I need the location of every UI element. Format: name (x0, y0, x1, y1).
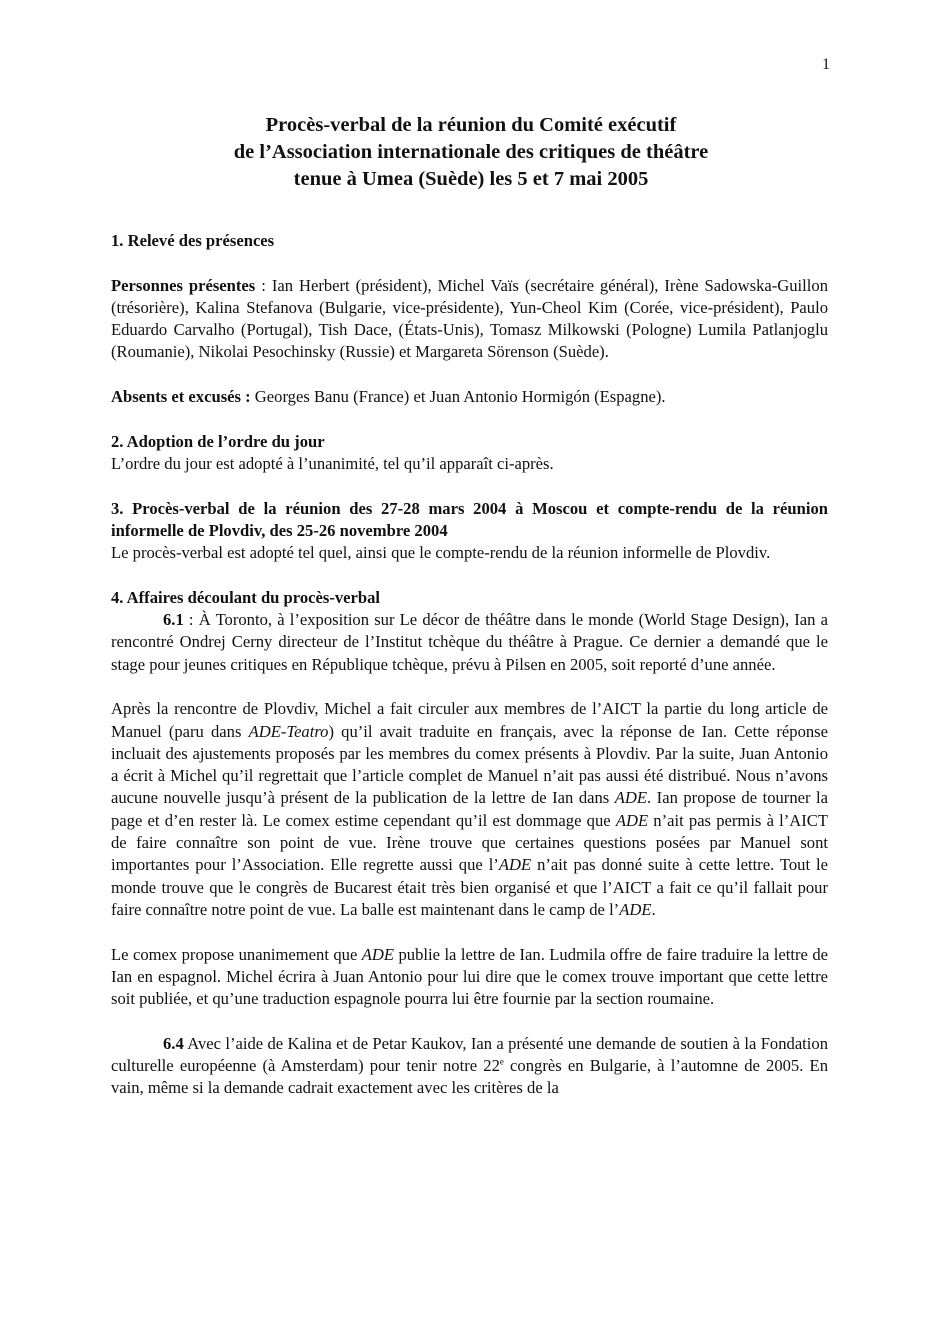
attendees-paragraph (111, 275, 828, 364)
absentees-paragraph (111, 386, 828, 408)
plovdiv-paragraph (111, 698, 828, 921)
item-6-1-paragraph (111, 609, 828, 676)
attendees-text: : Ian Herbert (président), Michel Vaïs (secrétaire général), Irène Sadowska-Guillon (trésorière), Kalina Stefanova (Bulgarie, vice-présidente), Yun-Cheol Kim (Corée, vice-président), Paulo Eduardo Carvalho (Portugal), Tish Dace, (États-Unis), Tomasz Milkowski (Pologne) Lumila Patlanjoglu (Roumanie), Nikolai Pesochinsky (Russie) et Margareta Sörenson (Suède). (111, 275, 828, 362)
title-line-3: tenue à Umea (Suède) les 5 et 7 mai 2005 (293, 168, 649, 190)
comex-paragraph (111, 944, 828, 1011)
ade-ref: ADE (615, 810, 649, 830)
title-line-1: Procès-verbal de la réunion du Comité exécutif (265, 114, 677, 136)
plovdiv-text-c: . Ian propose de tourner la page et d’en rester là. Le comex estime cependant qu’il est dommage que (111, 788, 828, 830)
section-3-text: Le procès-verbal est adopté tel quel, ainsi que le compte-rendu de la réunion informelle de Plovdiv. (111, 543, 771, 563)
section-3-heading: 3. Procès-verbal de la réunion des 27-28 mars 2004 à Moscou et compte-rendu de la réunion informelle de Plovdiv, des 25-26 novembre 2004 (111, 498, 828, 540)
item-6-1-text: : À Toronto, à l’exposition sur Le décor de théâtre dans le monde (World Stage Design), Ian a rencontré Ondrej Cerny directeur de l’Institut tchèque du théâtre à Prague. Ce dernier a demandé que le stage pour jeunes critiques en République tchèque, prévu à Pilsen en 2005, soit reporté d’une année. (111, 610, 828, 674)
item-6-1-label: 6.1 (163, 610, 184, 630)
ordinal-superscript: e (499, 1056, 504, 1067)
ade-ref: ADE (614, 788, 648, 808)
document-title (111, 112, 831, 193)
ade-ref: ADE (498, 855, 532, 875)
section-4-heading: 4. Affaires découlant du procès-verbal (111, 587, 381, 607)
title-line-2: de l’Association internationale des critiques de théâtre (233, 141, 709, 163)
ade-ref: ADE (361, 944, 395, 964)
comex-text-b: publie la lettre de Ian. Ludmila offre de faire traduire la lettre de Ian en espagnol. Michel écrira à Juan Antonio pour lui dire que le comex trouve important que cette lettre soit publiée, et qu’une traduction espagnole pourra lui être fournie par la section roumaine. (111, 944, 828, 1009)
item-6-4-text-a: Avec l’aide de Kalina et de Petar Kaukov, Ian a présenté une demande de soutien à la Fondation culturelle européenne (à Amsterdam) pour tenir notre 22 (111, 1033, 828, 1075)
plovdiv-text-e: n’ait pas donné suite à cette lettre. Tout le monde trouve que le congrès de Bucarest était très bien organisé et que l’AICT a fait ce qu’il fallait pour faire connaître notre point de vue. La balle est maintenant dans le camp de l’ (111, 855, 829, 919)
comex-text-a: Le comex propose unanimement que (111, 944, 362, 964)
absentees-text: Georges Banu (France) et Juan Antonio Hormigón (Espagne). (250, 387, 666, 407)
section-2-text: L’ordre du jour est adopté à l’unanimité, tel qu’il apparaît ci-après. (111, 453, 554, 473)
absentees-label: Absents et excusés : (111, 387, 251, 407)
page-number: 1 (822, 56, 830, 73)
attendees-label: Personnes présentes (111, 275, 256, 295)
section-2-heading: 2. Adoption de l’ordre du jour (111, 431, 325, 451)
section-1-heading: 1. Relevé des présences (111, 231, 275, 250)
plovdiv-text-d: n’ait pas permis à l’AICT de faire connaître son point de vue. Irène trouve que certaines questions posées par Manuel sont importantes pour l’Association. Elle regrette aussi que l’ (111, 810, 828, 875)
item-6-4-paragraph (111, 1033, 828, 1100)
item-6-4-text-b: congrès en Bulgarie, à l’automne de 2005. En vain, même si la demande cadrait exactement avec les critères de la (111, 1055, 828, 1098)
document-body (111, 230, 828, 1122)
plovdiv-text-a: Après la rencontre de Plovdiv, Michel a fait circuler aux membres de l’AICT la partie du long article de Manuel (paru dans (111, 699, 828, 741)
plovdiv-text-b: ) qu’il avait traduite en français, avec la réponse de Ian. Cette réponse incluait des ajustements proposés par les membres du comex présents à Plovdiv. Par la suite, Juan Antonio a écrit à Michel qu’il regrettait que l’article complet de Manuel n’ait pas aussi été distribué. Nous n’avons aucune nouvelle jusqu’à présent de la publication de la lettre de Ian dans (111, 721, 829, 808)
ade-ref: ADE (619, 899, 652, 919)
item-6-4-label: 6.4 (163, 1033, 184, 1053)
ade-teatro-ref: ADE-Teatro (248, 721, 329, 741)
plovdiv-text-f: . (651, 899, 656, 919)
